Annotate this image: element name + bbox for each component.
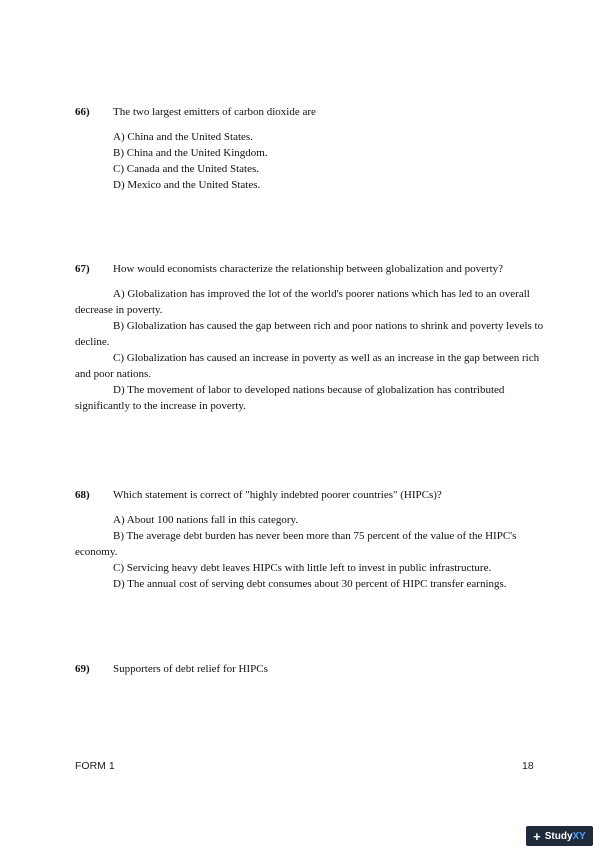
question-text: How would economists characterize the relationship between globalization and poverty? bbox=[113, 263, 504, 275]
question-number: 68) bbox=[75, 489, 90, 501]
option-c: C) Canada and the United States. bbox=[113, 163, 260, 175]
option-a: A) About 100 nations fall in this category. bbox=[113, 514, 299, 526]
studyxy-badge[interactable] bbox=[526, 826, 593, 846]
form-label: FORM 1 bbox=[75, 760, 115, 772]
plus-icon: + bbox=[533, 828, 541, 844]
option-d: D) The annual cost of serving debt consumes about 30 percent of HIPC transfer earnings. bbox=[113, 578, 507, 590]
question-number: 67) bbox=[75, 263, 90, 275]
question-text: Supporters of debt relief for HIPCs bbox=[113, 663, 268, 675]
brand-logo: StudyXY bbox=[544, 830, 586, 842]
page-number: 18 bbox=[522, 760, 534, 772]
question-66 bbox=[75, 104, 555, 193]
question-text: Which statement is correct of "highly indebted poorer countries" (HIPCs)? bbox=[113, 489, 442, 501]
option-c: C) Servicing heavy debt leaves HIPCs with little left to invest in public infrastructure. bbox=[113, 562, 492, 574]
option-a: A) Globalization has improved the lot of the world's poorer nations which has led to an overall decrease in poverty. bbox=[75, 288, 530, 316]
option-d: D) Mexico and the United States. bbox=[113, 179, 261, 191]
question-number: 66) bbox=[75, 106, 90, 118]
question-68 bbox=[75, 487, 555, 592]
question-69 bbox=[75, 661, 555, 677]
option-b: B) China and the United Kingdom. bbox=[113, 147, 268, 159]
question-number: 69) bbox=[75, 663, 90, 675]
option-a: A) China and the United States. bbox=[113, 131, 253, 143]
option-b: B) Globalization has caused the gap between rich and poor nations to shrink and poverty levels to decline. bbox=[75, 320, 544, 348]
option-d: D) The movement of labor to developed nations because of globalization has contributed significantly to the increase in poverty. bbox=[75, 384, 505, 412]
question-67 bbox=[75, 261, 555, 414]
option-c: C) Globalization has caused an increase in poverty as well as an increase in the gap between rich and poor nations. bbox=[75, 352, 540, 380]
option-b: B) The average debt burden has never been more than 75 percent of the value of the HIPC's economy. bbox=[75, 530, 517, 558]
question-text: The two largest emitters of carbon dioxide are bbox=[113, 106, 316, 118]
